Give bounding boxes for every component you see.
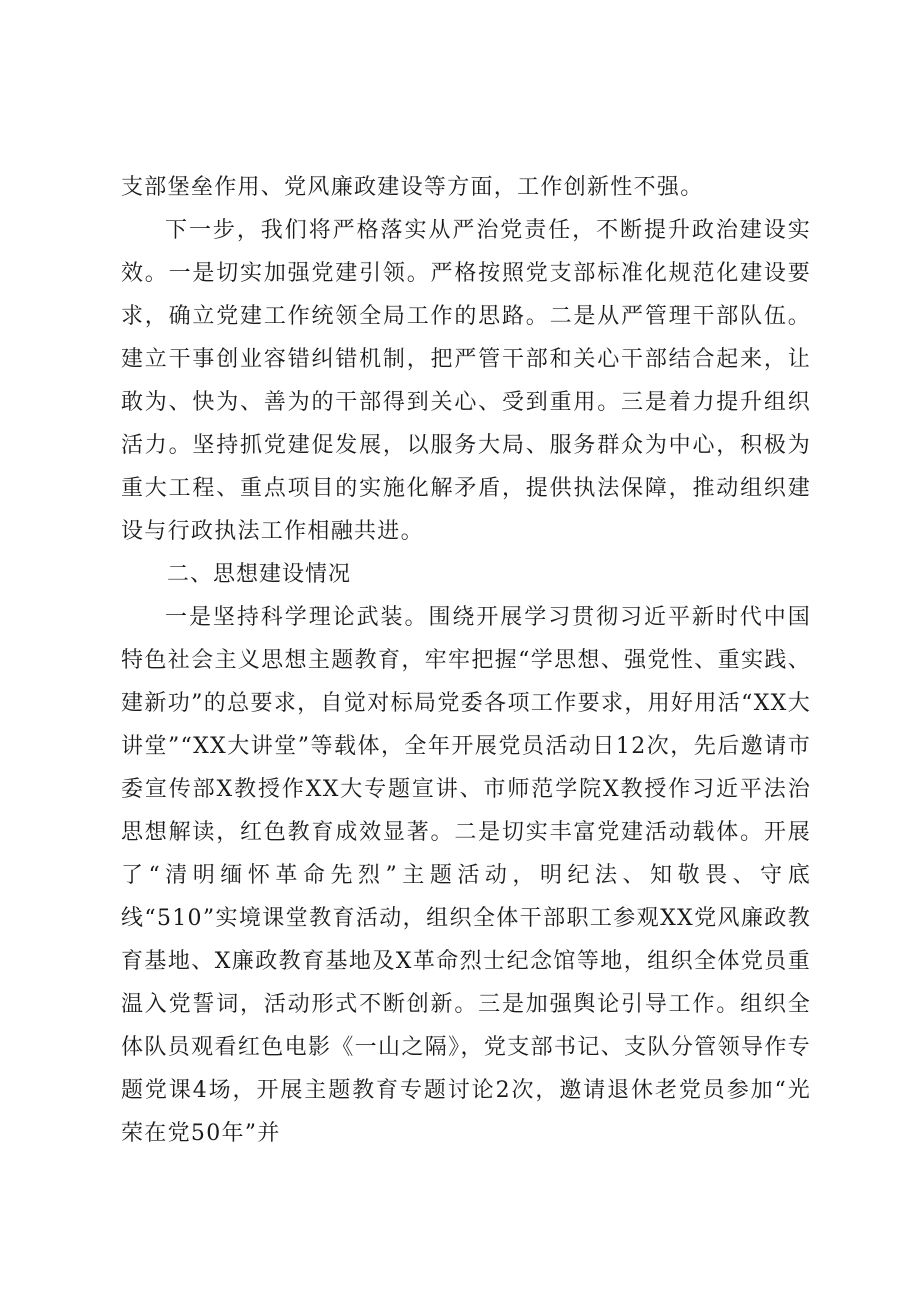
paragraph-next-steps: 下一步，我们将严格落实从严治党责任，不断提升政治建设实效。一是切实加强党建引领。严格按照党支部标准化规范化建设要求，确立党建工作统领全局工作的思路。二是从严管理干部队伍。建立干事创业容错纠错机制，把严管干部和关心干部结合起来，让敢为、快为、善为的干部得到关心、受到重用。三是着力提升组织活力。坚持抓党建促发展，以服务大局、服务群众为中心，积极为重大工程、重点项目的实施化解矛盾，提供执法保障，推动组织建设与行政执法工作相融共进。 [121,218,811,544]
document-body [121,166,811,1155]
paragraph-ideological-building: 一是坚持科学理论武装。围绕开展学习贯彻习近平新时代中国特色社会主义思想主题教育，牢牢把握“学思想、强党性、重实践、建新功”的总要求，自觉对标局党委各项工作要求，用好用活“XX大讲堂”“XX大讲堂”等载体，全年开展党员活动日12次，先后邀请市委宣传部X教授作XX大专题宣讲、市师范学院X教授作习近平法治思想解读，红色教育成效显著。二是切实丰富党建活动载体。开展了“清明缅怀革命先烈”主题活动，明纪法、知敬畏、守底线“510”实境课堂教育活动，组织全体干部职工参观XX党风廉政教育基地、X廉政教育基地及X革命烈士纪念馆等地，组织全体党员重温入党誓词，活动形式不断创新。三是加强舆论引导工作。组织全体队员观看红色电影《一山之隔》，党支部书记、支队分管领导作专题党课4场，开展主题教育专题讨论2次，邀请退休老党员参加“光荣在党50年”并 [121,605,811,1146]
paragraph-continuation: 支部堡垒作用、党风廉政建设等方面，工作创新性不强。 [121,175,704,200]
section-heading: 二、思想建设情况 [167,562,352,587]
